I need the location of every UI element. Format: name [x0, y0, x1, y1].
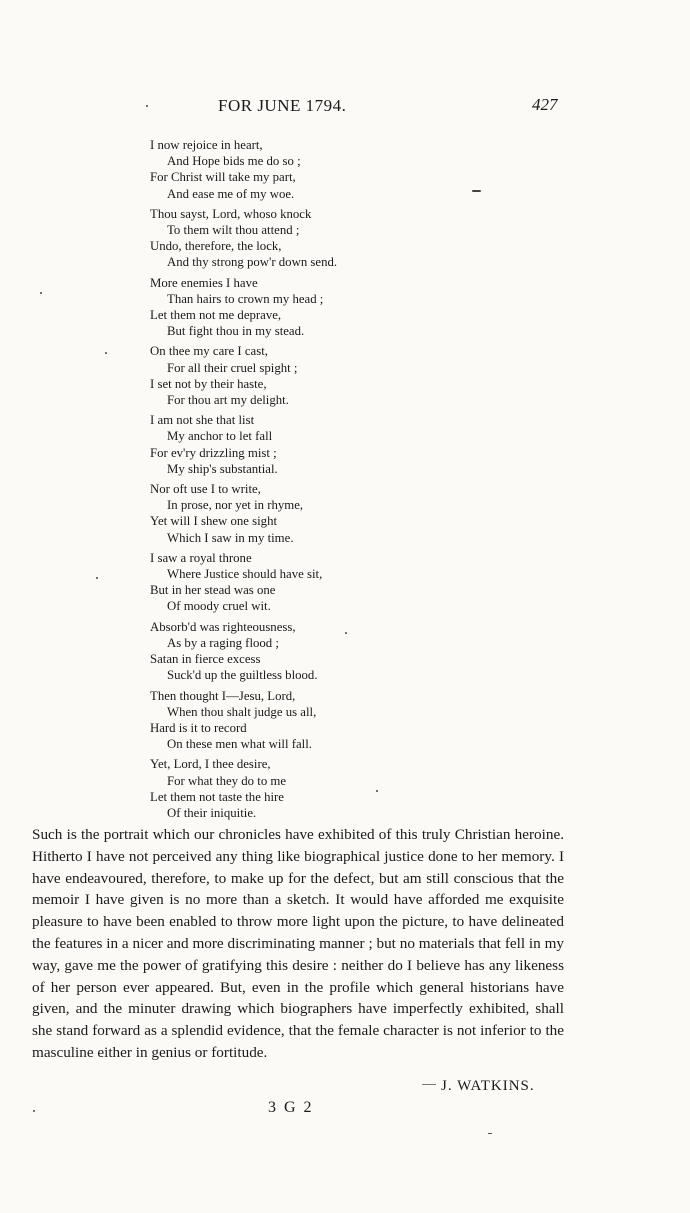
poem-line: I am not she that list — [150, 413, 255, 428]
prose-section — [32, 824, 564, 1064]
poem-stanza — [150, 481, 450, 546]
poem-line: Than hairs to crown my head ; — [167, 291, 324, 306]
poem-line: Where Justice should have sit, — [167, 567, 323, 582]
poem-line: Hard is it to record — [150, 720, 247, 735]
print-speck — [105, 352, 107, 354]
poem-stanza — [150, 688, 450, 753]
poem-line: When thou shalt judge us all, — [167, 704, 317, 719]
printer-signature-mark: 3 G 2 — [268, 1099, 314, 1116]
poem-line: And thy strong pow'r down send. — [167, 255, 338, 270]
poem-line: Of moody cruel wit. — [167, 599, 271, 614]
poem-line: My anchor to let fall — [167, 429, 273, 444]
poem-line: To them wilt thou attend ; — [167, 223, 300, 238]
print-speck — [472, 190, 481, 192]
poem-line: Nor oft use I to write, — [150, 482, 261, 497]
poem-line: In prose, nor yet in rhyme, — [167, 498, 304, 513]
poem-stanza — [150, 275, 450, 340]
print-speck — [345, 632, 347, 634]
poem-line: Satan in fierce excess — [150, 652, 261, 667]
poem-line: My ship's substantial. — [167, 461, 278, 476]
poem-stanza — [150, 619, 450, 684]
poem-stanza — [150, 137, 450, 202]
running-header — [0, 96, 690, 120]
poem-line: And Hope bids me do so ; — [167, 154, 301, 169]
poem-stanza — [150, 412, 450, 477]
poem-line: Then thought I—Jesu, Lord, — [150, 688, 296, 703]
signature-dash — [422, 1084, 436, 1085]
poem-line: I saw a royal throne — [150, 550, 252, 565]
poem-line: For ev'ry drizzling mist ; — [150, 445, 277, 460]
poem-line: But in her stead was one — [150, 583, 276, 598]
poem-line: Undo, therefore, the lock, — [150, 239, 282, 254]
print-speck — [33, 1110, 35, 1112]
poem-line: But fight thou in my stead. — [167, 324, 305, 339]
poem-line: Suck'd up the guiltless blood. — [167, 668, 318, 683]
poem-line: Absorb'd was righteousness, — [150, 619, 296, 634]
poem-line: For what they do to me — [167, 773, 287, 788]
poem-line: On thee my care I cast, — [150, 344, 268, 359]
poem-line: More enemies I have — [150, 275, 258, 290]
poem-line: Let them not taste the hire — [150, 789, 284, 804]
page-number: 427 — [532, 95, 558, 114]
poem-line: Which I saw in my time. — [167, 530, 294, 545]
poem-line: Thou sayst, Lord, whoso knock — [150, 206, 312, 221]
page-title: FOR JUNE 1794. — [218, 96, 347, 115]
poem-stanza — [150, 343, 450, 408]
print-speck — [376, 790, 378, 792]
poem-line: For Christ will take my part, — [150, 170, 296, 185]
poem-line: Yet will I shew one sight — [150, 514, 278, 529]
poem-line: For thou art my delight. — [167, 393, 289, 408]
poem-line: Let them not me deprave, — [150, 308, 282, 323]
poem-line: As by a raging flood ; — [167, 635, 279, 650]
print-speck — [146, 105, 148, 107]
poem-stanza — [150, 206, 450, 271]
print-speck — [488, 1133, 492, 1134]
print-speck — [96, 577, 98, 579]
poem-line: I set not by their haste, — [150, 376, 267, 391]
poem-stanza — [150, 550, 450, 615]
poem — [150, 137, 450, 825]
poem-line: Yet, Lord, I thee desire, — [150, 757, 271, 772]
poem-stanza — [150, 756, 450, 821]
author-signature: J. WATKINS. — [441, 1078, 535, 1094]
poem-line: Of their iniquitie. — [167, 805, 257, 820]
poem-line: For all their cruel spight ; — [167, 360, 298, 375]
poem-line: On these men what will fall. — [167, 737, 312, 752]
poem-line: And ease me of my woe. — [167, 186, 295, 201]
prose-paragraph: Such is the portrait which our chronicles have exhibited of this truly Christian heroine. Hitherto I have not perceived any thing like biographical justice done to her memory. I have endeavoured, therefore, to make up for the defect, but am still conscious that the memoir I have given is no more than a sketch. It would have afforded me exquisite pleasure to have been enabled to throw more light upon the picture, to have delineated the features in a nicer and more discriminating manner ; but no materials that fell in my way, gave me the power of gratifying this desire : neither do I believe has any likeness of her person ever appeared. But, even in the profile which general historians have given, and the minuter drawing which biographers have imperfectly exhibited, shall she stand forward as a splendid evidence, that the female character is not inferior to the masculine either in genius or fortitude. — [32, 826, 564, 1061]
print-speck — [40, 292, 42, 294]
poem-line: I now rejoice in heart, — [150, 138, 263, 152]
